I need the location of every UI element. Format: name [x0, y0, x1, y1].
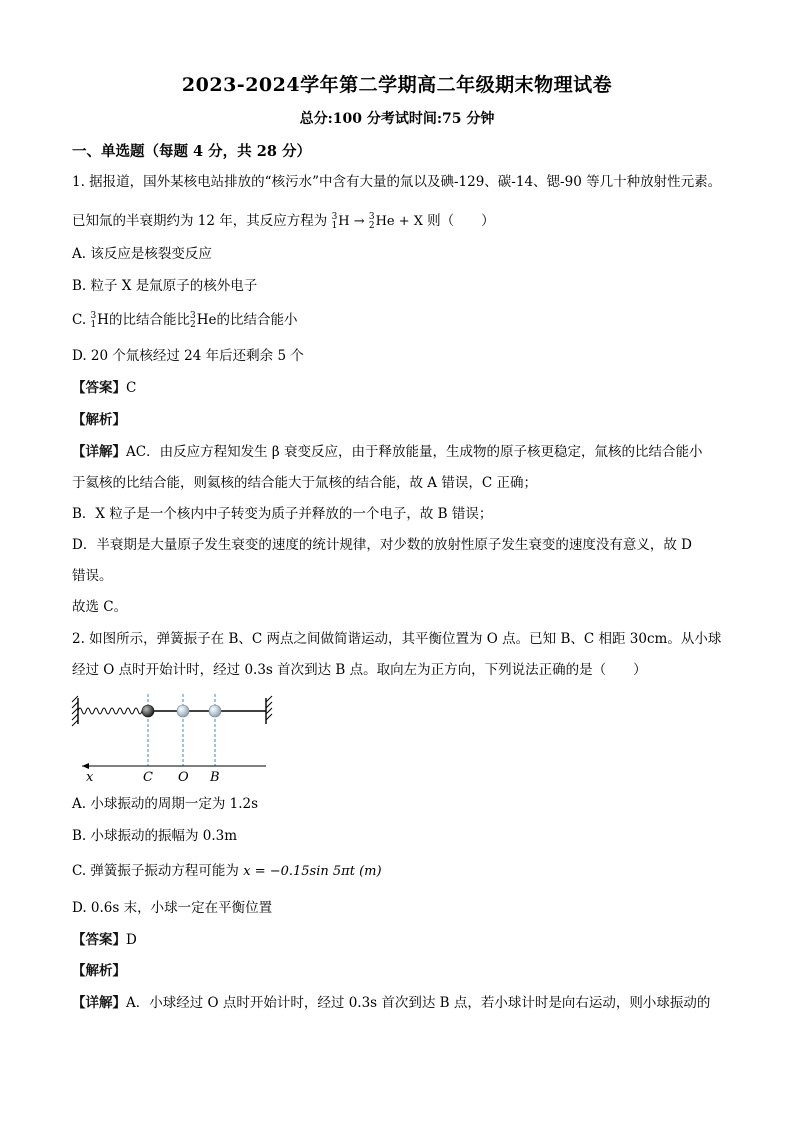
q1-optc-n1-charge: 1	[90, 319, 97, 330]
spring	[78, 708, 146, 714]
q1-option-c	[72, 310, 297, 330]
q1-option-d: D. 20 个氚核经过 24 年后还剩余 5 个	[72, 348, 304, 364]
q2-detail-1: 【详解】A．小球经过 O 点时开始计时，经过 0.3s 首次到达 B 点，若小球计时是向右运动，则小球振动的	[72, 995, 711, 1011]
q1-answer	[72, 378, 136, 398]
q2-option-b: B. 小球振动的振幅为 0.3m	[72, 828, 238, 844]
q2-stem-line2: 经过 O 点时开始计时，经过 0.3s 首次到达 B 点。取向左为正方向，下列说法正确的是（ ）	[72, 662, 647, 678]
q1-optc-text-mid: 的比结合能比	[108, 312, 190, 328]
answer-label: 【答案】	[72, 380, 126, 396]
q1-detail-5: 错误。	[72, 568, 113, 584]
q2-answer-value: D	[126, 932, 137, 948]
section-heading: 一、单选题（每题 4 分，共 28 分）	[72, 143, 311, 160]
x-axis-arrowhead	[82, 763, 89, 769]
q1-eq-rhs-mass: 3	[368, 211, 375, 222]
q1-eq-lhs-mass: 3	[331, 211, 338, 222]
page-title: 2023-2024学年第二学期高二年级期末物理试卷	[181, 74, 613, 96]
q1-detail-3: B．X 粒子是一个核内中子转变为质子并释放的一个电子，故 B 错误；	[72, 506, 493, 522]
q2-stem-line1: 2. 如图所示，弹簧振子在 B、C 两点之间做简谐运动，其平衡位置为 O 点。已知 B、C 相距 30cm。从小球	[72, 631, 722, 647]
q1-answer-value: C	[126, 380, 137, 396]
detail-label: 【详解】	[72, 444, 126, 460]
q1-eq-lhs-symbol: H	[338, 214, 350, 229]
q1-analysis-label: 【解析】	[72, 412, 126, 428]
left-wall	[72, 696, 78, 726]
ball-at-o	[177, 705, 189, 717]
q1-detail-1: 【详解】AC．由反应方程知发生 β 衰变反应，由于释放能量，生成物的原子核更稳定，氚核的比结合能小	[72, 444, 703, 460]
q1-stem-end: 则（ ）	[427, 213, 495, 229]
q2-answer	[72, 930, 137, 950]
q1-eq-plus-x: + X	[398, 214, 424, 229]
q1-stem-line2	[72, 211, 495, 232]
q1-stem-line1: 1. 据报道，国外某核电站排放的“核污水”中含有大量的氚以及碘-129、碳-14、锶-90 等几十种放射性元素。	[72, 174, 722, 190]
q1-eq-rhs-symbol: He	[375, 214, 395, 229]
q1-optc-n1-symbol: H	[97, 312, 109, 328]
q2-option-c: C. 弹簧振子振动方程可能为 x = −0.15sin 5πt (m)	[72, 863, 382, 879]
q1-optc-n2-symbol: He	[196, 312, 217, 328]
q2-option-d: D. 0.6s 末，小球一定在平衡位置	[72, 900, 273, 916]
q2-option-a: A. 小球振动的周期一定为 1.2s	[72, 796, 259, 812]
q1-detail-4: D．半衰期是大量原子发生衰变的速度的统计规律，对少数的放射性原子发生衰变的速度没有意义，故 D	[72, 537, 692, 553]
exam-info: 总分:100 分考试时间:75 分钟	[299, 111, 495, 127]
q1-option-a: A. 该反应是核裂变反应	[72, 246, 212, 262]
q1-eq-arrow: →	[353, 214, 365, 229]
ball-at-b	[209, 705, 221, 717]
q1-eq-rhs-charge: 2	[368, 220, 375, 231]
q1-reaction-equation	[331, 211, 428, 231]
answer-label: 【答案】	[72, 932, 126, 948]
q1-conclusion: 故选 C。	[72, 599, 128, 615]
label-c: C	[143, 770, 153, 784]
q1-optc-n1-mass: 3	[90, 310, 97, 321]
x-axis-label: x	[86, 770, 94, 784]
q1-eq-lhs-charge: 1	[331, 220, 338, 231]
detail-label: 【详解】	[72, 995, 126, 1011]
q1-optc-n2-charge: 2	[189, 319, 196, 330]
q2-analysis-label: 【解析】	[72, 963, 126, 979]
q1-optc-n2-mass: 3	[189, 310, 196, 321]
right-wall	[266, 696, 272, 724]
q1-optc-text-end: 的比结合能小	[216, 312, 298, 328]
q1-detail-2: 于氦核的比结合能，则氦核的结合能大于氚核的结合能，故 A 错误，C 正确；	[72, 475, 537, 491]
spring-oscillator-diagram	[70, 692, 280, 784]
label-b: B	[210, 770, 220, 784]
q1-option-b: B. 粒子 X 是氚原子的核外电子	[72, 278, 258, 294]
label-o: O	[178, 770, 189, 784]
q1-stem-text: 已知氚的半衰期约为 12 年，其反应方程为	[72, 213, 328, 229]
q1-option-c-letter: C.	[72, 312, 87, 328]
q2-option-c-equation: x = −0.15sin 5πt (m)	[243, 864, 382, 879]
ball-at-c	[142, 705, 154, 717]
